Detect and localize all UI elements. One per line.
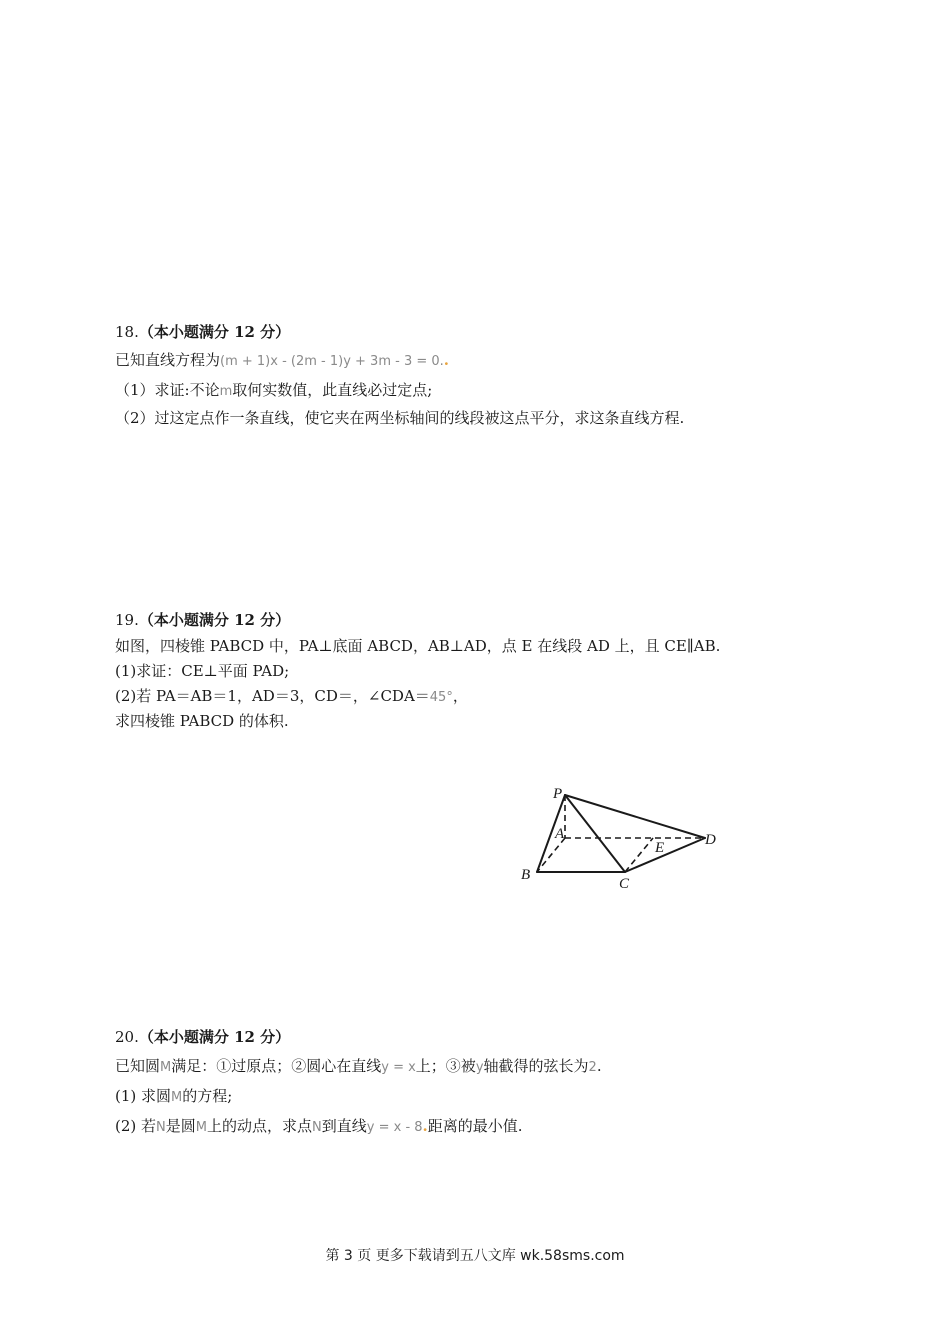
q18-part1 [115,380,432,402]
q20-score: （本小题满分 12 分） [138,1028,291,1046]
q19-number: 19. [115,611,139,629]
q20-part2 [115,1116,523,1138]
q18-number: 18. [115,323,139,341]
q20-line-yx8: y = x - 8 [366,1120,423,1135]
q20-chord: 2 [588,1060,597,1075]
label-e: E [655,840,665,856]
q20-heading [115,1027,290,1047]
q20-var-y: y [475,1060,484,1075]
q18-stem [115,350,449,372]
page-footer: 第 3 页 更多下载请到五八文库 wk.58sms.com [325,1248,625,1264]
q18-stem-text: 已知直线方程为 [115,351,221,369]
q20-stem-a: 已知圆 [115,1057,161,1075]
edge-ab [537,838,565,872]
q20-mark: . [422,1117,428,1135]
q18-score: （本小题满分 12 分） [138,323,291,341]
q20-part2-var-n: N [312,1120,322,1135]
q18-part1-text-end: 取何实数值，此直线必过定点; [232,381,433,399]
q20-var-m: M [160,1060,172,1075]
q19-part1: (1)求证：CE⊥平面 PAD; [115,662,290,680]
label-c: C [619,876,630,892]
q18-heading [115,322,290,342]
q20-part2-c: 上的动点，求点 [207,1117,313,1135]
q20-part1 [115,1086,232,1108]
q20-part1-var-m: M [171,1090,183,1105]
label-d: D [705,832,716,848]
q19-stem: 如图，四棱锥 PABCD 中，PA⊥底面 ABCD，AB⊥AD，点 E 在线段 AD 上，且 CE∥AB. [115,637,721,655]
q20-part1-b: 的方程; [182,1087,233,1105]
q20-line-yx: y = x [381,1060,416,1075]
q18-mark: . [443,351,450,369]
q20-number: 20. [115,1028,139,1046]
edge-cd [625,838,705,872]
q19-part2-comma: ， [452,687,468,705]
label-p: P [553,786,563,802]
pyramid-figure [515,780,735,895]
q18-part2: （2）过这定点作一条直线，使它夹在两坐标轴间的线段被这点平分，求这条直线方程. [115,409,685,427]
q19-score: （本小题满分 12 分） [138,611,291,629]
q20-part2-var-m: M [195,1120,207,1135]
q19-part2-cont: 求四棱锥 PABCD 的体积. [115,712,289,730]
q18-var-m: m [219,384,233,399]
q19-part2 [115,686,468,708]
label-a: A [555,826,565,842]
q20-var-n: N [156,1120,166,1135]
q20-stem-b: 满足：①过原点；②圆心在直线 [171,1057,382,1075]
q19-part2-text: (2)若 PA＝AB＝1，AD＝3，CD＝，∠CDA＝ [115,687,430,705]
q19-heading [115,610,290,630]
q18-part1-text: （1）求证:不论 [115,381,220,399]
q20-part2-b: 是圆 [165,1117,196,1135]
q20-stem [115,1056,602,1078]
q20-stem-d: 轴截得的弦长为 [483,1057,589,1075]
q19-angle: 45° [429,690,453,705]
q18-equation: (m + 1)x - (2m - 1)y + 3m - 3 = 0. [220,354,444,369]
label-b: B [521,867,531,883]
q20-part2-a: (2) 若 [115,1117,157,1135]
q20-part2-d: 到直线 [321,1117,367,1135]
edge-pd [565,795,705,838]
q20-stem-e: . [596,1057,602,1075]
q20-stem-c: 上；③被 [415,1057,476,1075]
edge-pc [565,795,625,872]
q20-part2-e: 距离的最小值. [427,1117,523,1135]
q20-part1-a: (1) 求圆 [115,1087,172,1105]
